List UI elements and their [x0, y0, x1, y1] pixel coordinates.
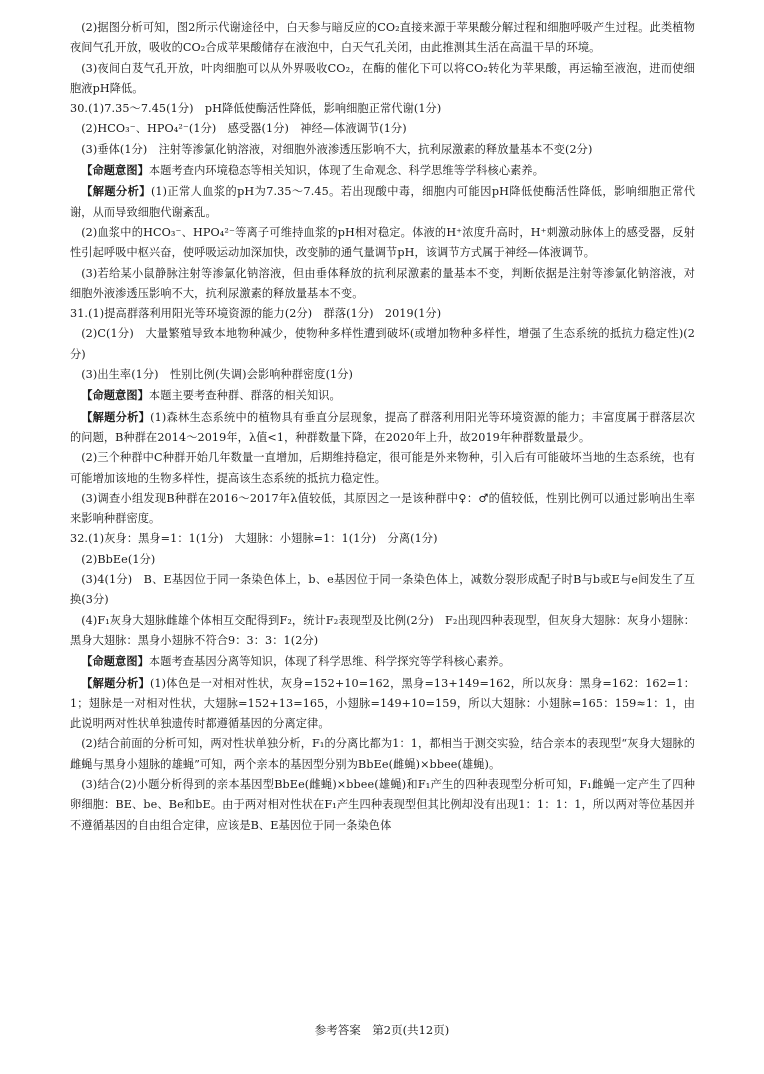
paragraph-text: (2)血浆中的HCO₃⁻、HPO₄²⁻等离子可维持血浆的pH相对稳定。体液的H⁺浓度升高时，H⁺刺激动脉体上的感受器，反射性引起呼吸中枢兴奋，使呼吸运动加深加快，改变肺的通气量调节pH，该调节方式属于神经—体液调节。 — [70, 225, 695, 260]
paragraph-text: (3)结合(2)小题分析得到的亲本基因型BbEe(雌蝇)×bbee(雄蝇)和F₁产生的四种表现型分析可知，F₁雌蝇一定产生了四种卵细胞：BE、be、Be和bE。由于两对相对性状在F₁产生四种表现型但其比例却没有出现1：1：1：1，所以两对等位基因并不遵循基因的自由组合定律，应该是B、E基因位于同一条染色体 — [70, 777, 695, 832]
paragraph-text: (2)BbEe(1分) — [81, 552, 156, 566]
paragraph-q30-analysis-1 — [70, 181, 695, 223]
paragraph-text: (3)出生率(1分) 性别比例(失调)会影响种群密度(1分) — [81, 368, 354, 382]
page-footer: 参考答案 第2页(共12页) — [314, 1023, 450, 1037]
paragraph-q29-2 — [70, 18, 695, 59]
paragraph-text: 32.(1)灰身：黑身=1：1(1分) 大翅脉：小翅脉=1：1(1分) 分离(1分) — [70, 532, 438, 546]
paragraph-text: (2)结合前面的分析可知，两对性状单独分析，F₁的分离比都为1：1，都相当于测交实验，结合亲本的表现型“灰身大翅脉的雌蝇与黑身小翅脉的雄蝇”可知，两个亲本的基因型分别为BbEe(雌蝇)×bbee(雄蝇)。 — [70, 737, 695, 771]
paragraph-q31-intent — [70, 385, 695, 406]
paragraph-q31-1 — [70, 304, 695, 324]
paragraph-text: (1)正常人血浆的pH为7.35～7.45。若出现酸中毒，细胞内可能因pH降低使酶活性降低，影响细胞正常代谢，从而导致细胞代谢紊乱。 — [70, 185, 695, 219]
paragraph-q30-2 — [70, 119, 695, 139]
paragraph-text: 本题考查内环境稳态等相关知识，体现了生命观念、科学思维等学科核心素养。 — [148, 164, 544, 178]
paragraph-q30-3 — [70, 140, 695, 160]
paragraph-text: (1)体色是一对相对性状，灰身=152+10=162，黑身=13+149=162，所以灰身：黑身=162：162=1：1；翅脉是一对相对性状，大翅脉=152+13=165，小翅脉=149+10=159，所以大翅脉：小翅脉=165：159≈1：1，由此说明两对性状单独遗传时都遵循基因的分离定律。 — [70, 676, 695, 731]
paragraph-text: (2)C(1分) 大量繁殖导致本地物种减少，使物种多样性遭到破坏(或增加物种多样性，增强了生态系统的抵抗力稳定性)(2分) — [70, 327, 695, 361]
paragraph-q30-analysis-3 — [70, 264, 695, 305]
paragraph-q32-4 — [70, 611, 695, 652]
paragraph-q30-1 — [70, 99, 695, 119]
paragraph-q32-2 — [70, 550, 695, 570]
paragraph-q31-2 — [70, 324, 695, 365]
paragraph-text: (3)若给某小鼠静脉注射等渗氯化钠溶液，但由垂体释放的抗利尿激素的量基本不变，判断依据是注射等渗氯化钠溶液，对细胞外液渗透压影响不大，抗利尿激素的释放量基本不变。 — [70, 266, 695, 300]
paragraph-text: (2)HCO₃⁻、HPO₄²⁻(1分) 感受器(1分) 神经—体液调节(1分) — [81, 122, 407, 136]
paragraph-text: (3)夜间白芨气孔开放，叶肉细胞可以从外界吸收CO₂，在酶的催化下可以将CO₂转化为苹果酸，再运输至液泡，进而使细胞液pH降低。 — [70, 61, 695, 95]
section-tag: 【命题意图】 — [81, 388, 149, 403]
paragraph-text: 本题考查基因分离等知识，体现了科学思维、科学探究等学科核心素养。 — [148, 655, 511, 669]
paragraph-q32-analysis-1 — [70, 673, 695, 735]
paragraph-q32-1 — [70, 529, 695, 549]
paragraph-q31-analysis-2 — [70, 448, 695, 489]
paragraph-text: (2)三个种群中C种群开始几年数量一直增加，后期维持稳定，很可能是外来物种，引入后有可能破坏当地的生态系统，也有可能增加该地的生物多样性，提高该生态系统的抵抗力稳定性。 — [70, 451, 695, 485]
paragraph-q30-intent — [70, 160, 695, 181]
paragraph-text: (3)调查小组发现B种群在2016～2017年λ值较低，其原因之一是该种群中♀：♂的值较低，性别比例可以通过影响出生率来影响种群密度。 — [70, 491, 695, 526]
paragraph-text: 本题主要考查种群、群落的相关知识。 — [148, 389, 341, 403]
paragraph-text: 30.(1)7.35～7.45(1分) pH降低使酶活性降低，影响细胞正常代谢(1分) — [70, 102, 442, 116]
section-tag: 【命题意图】 — [81, 163, 149, 178]
paragraph-q30-analysis-2 — [70, 223, 695, 264]
paragraph-q31-3 — [70, 365, 695, 385]
paragraph-text: 31.(1)提高群落利用阳光等环境资源的能力(2分) 群落(1分) 2019(1分) — [70, 307, 442, 321]
paragraph-q32-intent — [70, 651, 695, 672]
section-tag: 【解题分析】 — [81, 184, 151, 199]
paragraph-text: (4)F₁灰身大翅脉雌雄个体相互交配得到F₂，统计F₂表现型及比例(2分) F₂出现四种表现型，但灰身大翅脉：灰身小翅脉：黑身大翅脉：黑身小翅脉不符合9：3：3：1(2分) — [70, 613, 695, 647]
section-tag: 【解题分析】 — [81, 409, 151, 424]
paragraph-q31-analysis-1 — [70, 407, 695, 449]
paragraph-q32-3 — [70, 570, 695, 611]
paragraph-text: (2)据图分析可知，图2所示代谢途径中，白天参与暗反应的CO₂直接来源于苹果酸分解过程和细胞呼吸产生过程。此类植物夜间气孔开放，吸收的CO₂合成苹果酸储存在液泡中，白天气孔关闭，由此推测其生活在高温干旱的环境。 — [70, 21, 695, 55]
paragraph-q29-3 — [70, 59, 695, 100]
section-tag: 【命题意图】 — [81, 654, 149, 669]
paragraph-text: (3)垂体(1分) 注射等渗氯化钠溶液，对细胞外液渗透压影响不大，抗利尿激素的释放量基本不变(2分) — [81, 142, 593, 156]
paragraph-q31-analysis-3 — [70, 489, 695, 530]
section-tag: 【解题分析】 — [81, 675, 150, 690]
paragraph-text: (1)森林生态系统中的植物具有垂直分层现象，提高了群落利用阳光等环境资源的能力；丰富度属于群落层次的问题，B种群在2014～2019年，λ值<1，种群数量下降，在2020年上升，故2019年种群数量最少。 — [70, 410, 695, 444]
paragraph-q32-analysis-2 — [70, 734, 695, 775]
paragraph-text: (3)4(1分) B、E基因位于同一条染色体上，b、e基因位于同一条染色体上，减数分裂形成配子时B与b或E与e间发生了互换(3分) — [70, 573, 695, 607]
answer-page-body — [70, 18, 695, 836]
paragraph-q32-analysis-3 — [70, 775, 695, 836]
